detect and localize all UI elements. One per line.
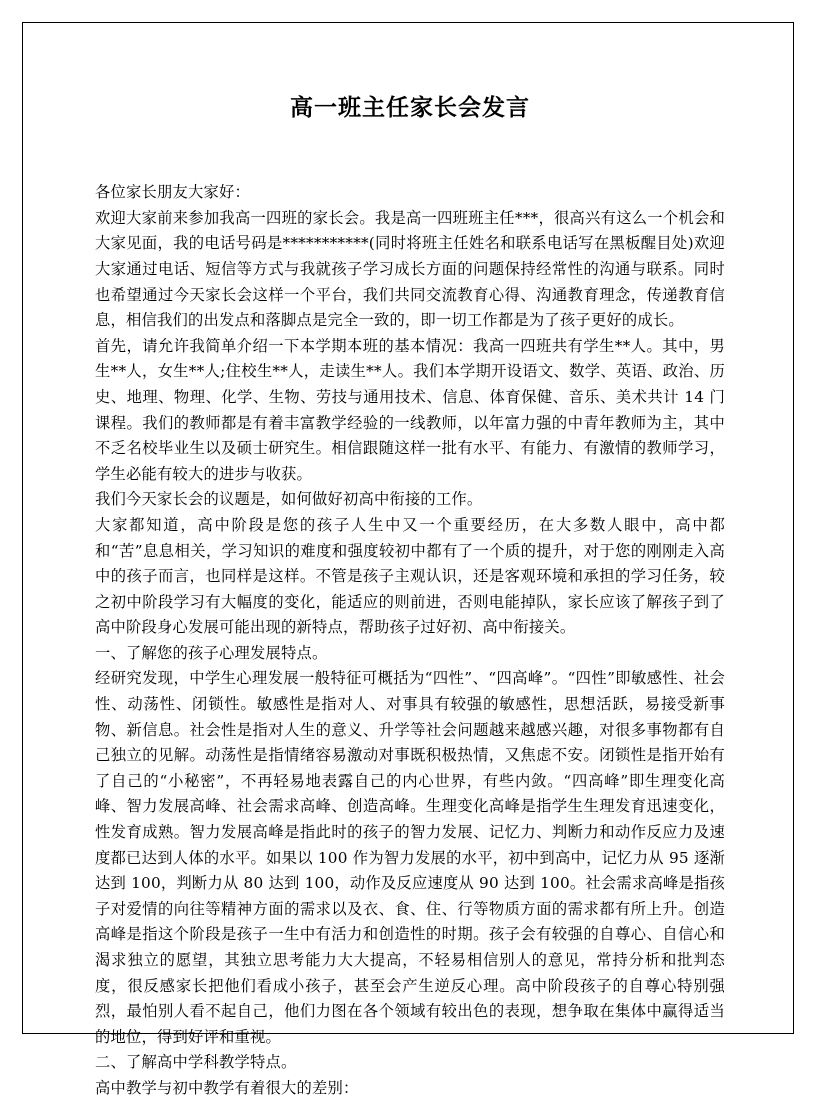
paragraph: 二、了解高中学科教学特点。 [95, 1053, 297, 1072]
document-body [95, 180, 725, 1101]
paragraph: 经研究发现，中学生心理发展一般特征可概括为“四性”、“四高峰”。“四性”即敏感性、社会性、动荡性、闭锁性。敏感性是指对人、对事具有较强的敏感性，思想活跃，易接受新事物、新信息。社会性是指对人生的意义、升学等社会问题越来越感兴趣，对很多事物都有自己独立的见解。动荡性是指情绪容易激动对事既积极热情，又焦虑不安。闭锁性是指开始有了自己的“小秘密”，不再轻易地表露自己的内心世界，有些内敛。“四高峰”即生理变化高峰、智力发展高峰、社会需求高峰、创造高峰。生理变化高峰是指学生生理发育迅速变化，性发育成熟。智力发展高峰是指此时的孩子的智力发展、记忆力、判断力和动作反应力及速度都已达到人体的水平。如果以 100 作为智力发展的水平，初中到高中，记忆力从 95 逐渐达到 100，判断力从 80 达到 100，动作及反应速度从 90 达到 100。社会需求高峰是指孩子对爱情的向往等精神方面的需求以及衣、食、住、行等物质方面的需求都有所上升。创造高峰是指这个阶段是孩子一生中有活力和创造性的时期。孩子会有较强的自尊心、自信心和渴求独立的愿望，其独立思考能力大大提高，不轻易相信别人的意见，常持分析和批判态度，很反感家长把他们看成小孩子，甚至会产生逆反心理。高中阶段孩子的自尊心特别强烈，最怕别人看不起自己，他们力图在各个领域有较出色的表现，想争取在集体中赢得适当的地位，得到好评和重视。 [95, 669, 725, 1046]
paragraph: 各位家长朋友大家好： [95, 183, 250, 202]
document-content [95, 62, 725, 1102]
paragraph: 首先，请允许我简单介绍一下本学期本班的基本情况：我高一四班共有学生**人。其中，男生**人，女生**人;住校生**人，走读生**人。我们本学期开设语文、数学、英语、政治、历史、地理、物理、化学、生物、劳技与通用技术、信息、体育保健、音乐、美术共计 14 门课程。我们的教师都是有着丰富教学经验的一线教师，以年富力强的中青年教师为主，其中不乏名校毕业生以及硕士研究生。相信跟随这样一批有水平、有能力、有激情的教师学习，学生必能有较大的进步与收获。 [95, 336, 725, 483]
paragraph: 我们今天家长会的议题是，如何做好初高中衔接的工作。 [95, 490, 483, 509]
page-title: 高一班主任家长会发言 [290, 94, 530, 121]
paragraph: 高中教学与初中教学有着很大的差别： [95, 1078, 359, 1097]
paragraph: 一、了解您的孩子心理发展特点。 [95, 643, 328, 662]
paragraph: 大家都知道，高中阶段是您的孩子人生中又一个重要经历，在大多数人眼中，高中都和“苦”息息相关，学习知识的难度和强度较初中都有了一个质的提升，对于您的刚刚走入高中的孩子而言，也同样是这样。不管是孩子主观认识，还是客观环境和承担的学习任务，较之初中阶段学习有大幅度的变化，能适应的则前进，否则电能掉队，家长应该了解孩子到了高中阶段身心发展可能出现的新特点，帮助孩子过好初、高中衔接关。 [95, 515, 725, 637]
paragraph: 欢迎大家前来参加我高一四班的家长会。我是高一四班班主任***，很高兴有这么一个机会和大家见面，我的电话号码是***********(同时将班主任姓名和联系电话写在黑板醒目处)欢迎大家通过电话、短信等方式与我就孩子学习成长方面的问题保持经常性的沟通与联系。同时也希望通过今天家长会这样一个平台，我们共同交流教育心得、沟通教育理念，传递教育信息，相信我们的出发点和落脚点是完全一致的，即一切工作都是为了孩子更好的成长。 [95, 208, 725, 330]
